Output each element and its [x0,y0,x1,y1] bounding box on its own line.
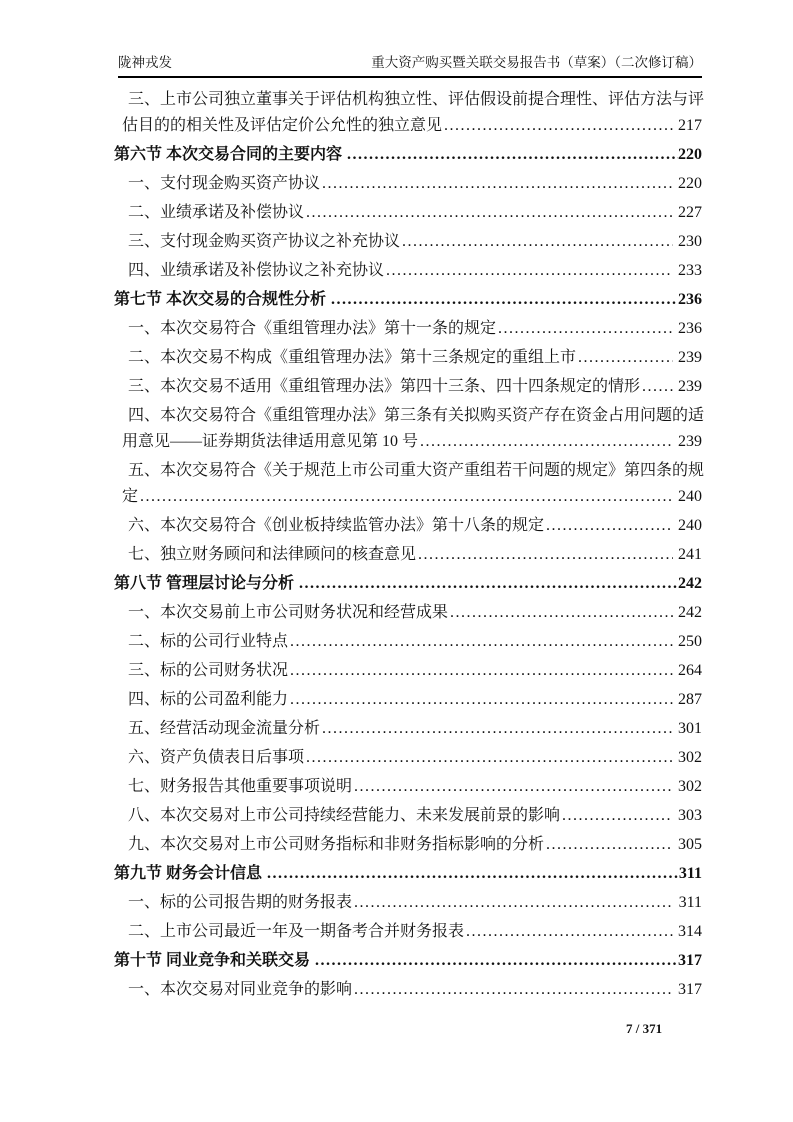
dot-leader [354,774,673,800]
toc-item-entry [0,403,793,455]
toc-entry-page: 220 [678,175,702,192]
toc-entry-title: 一、支付现金购买资产协议 [128,175,321,192]
toc-entry-title: 一、本次交易前上市公司财务状况和经营成果 [128,604,449,621]
toc-item-entry [0,258,793,284]
toc-item-entry [0,171,793,197]
dot-leader [267,861,679,887]
toc-entry-page: 303 [678,807,702,824]
toc-entry-title: 第七节 本次交易的合规性分析 [114,291,327,308]
dot-leader [546,832,673,858]
toc-entry-page: 239 [678,378,702,395]
toc-entry-page: 311 [678,894,702,911]
toc-entry-title: 三、本次交易不适用《重组管理办法》第四十三条、四十四条规定的情形 [128,378,641,395]
toc-entry-title: 一、标的公司报告期的财务报表 [128,894,353,911]
toc-item-entry [0,687,793,713]
toc-item-entry [0,658,793,684]
toc-entry-page: 239 [678,349,702,366]
page-header [118,54,702,78]
toc-entry-title: 第六节 本次交易合同的主要内容 [114,146,343,163]
dot-leader [331,287,678,313]
toc-entry-title: 九、本次交易对上市公司财务指标和非财务指标影响的分析 [128,836,545,853]
toc-entry-title: 七、独立财务顾问和法律顾问的核查意见 [128,546,417,563]
toc-entry-page: 241 [678,546,702,563]
toc-item-entry [0,890,793,916]
toc-entry-page: 250 [678,633,702,650]
toc-item-entry [0,977,793,1003]
toc-entry-title: 四、业绩承诺及补偿协议之补充协议 [128,262,385,279]
dot-leader [306,200,673,226]
toc-entry-title: 七、财务报告其他重要事项说明 [128,778,353,795]
toc-entry-title: 八、本次交易对上市公司持续经营能力、未来发展前景的影响 [128,807,561,824]
toc-entry-title: 定 [122,488,139,505]
dot-leader [450,600,673,626]
toc-item-entry [0,832,793,858]
toc-item-entry [0,774,793,800]
dot-leader [322,171,673,197]
toc-entry-title: 二、本次交易不构成《重组管理办法》第十三条规定的重组上市 [128,349,577,366]
toc-item-entry [0,803,793,829]
toc-entry-page: 236 [678,291,702,308]
dot-leader [354,977,673,1003]
toc-item-entry [0,919,793,945]
toc-entry-title: 二、标的公司行业特点 [128,633,289,650]
toc-entry-page: 287 [678,691,702,708]
toc-entry-page: 217 [678,117,702,134]
toc-entry-page: 233 [678,262,702,279]
toc-item-entry [0,600,793,626]
toc-entry-line [122,429,702,455]
dot-leader [306,745,673,771]
toc-entry-title: 一、本次交易对同业竞争的影响 [128,981,353,998]
toc-entry-page: 314 [678,923,702,940]
toc-item-entry [0,542,793,568]
toc-item-entry [0,316,793,342]
toc-entry-title: 估目的的相关性及评估定价公允性的独立意见 [122,117,443,134]
toc-entry-title: 五、经营活动现金流量分析 [128,720,321,737]
toc-entry-page: 236 [678,320,702,337]
toc-section-entry [0,142,793,168]
dot-leader [642,374,673,400]
header-left-title: 陇神戎发 [118,55,172,70]
toc-entry-page: 305 [678,836,702,853]
toc-section-entry [0,861,793,887]
toc-entry-page: 311 [678,865,702,882]
toc-section-entry [0,571,793,597]
toc-item-entry [0,87,793,139]
toc-entry-page: 230 [678,233,702,250]
toc-entry-title: 六、资产负债表日后事项 [128,749,305,766]
toc-entry-page: 317 [678,981,702,998]
dot-leader [315,948,678,974]
toc-entry-title: 二、业绩承诺及补偿协议 [128,204,305,221]
dot-leader [498,316,673,342]
page-number: 7 / 371 [626,1021,663,1036]
toc-entry-title: 三、上市公司独立董事关于评估机构独立性、评估假设前提合理性、评估方法与评 [128,91,705,108]
toc-entry-page: 227 [678,204,702,221]
dot-leader [354,890,674,916]
toc-entry-title: 四、本次交易符合《重组管理办法》第三条有关拟购买资产存在资金占用问题的适 [128,407,705,424]
toc-entry-line [122,113,702,139]
toc-item-entry [0,513,793,539]
toc-entry-page: 302 [678,778,702,795]
toc-entry-page: 240 [678,517,702,534]
toc-entry-title: 第十节 同业竞争和关联交易 [114,952,311,969]
toc-entry-line [122,484,702,510]
dot-leader [290,629,673,655]
toc-entry-page: 302 [678,749,702,766]
toc-entry-title: 第九节 财务会计信息 [114,865,263,882]
toc-item-entry [0,458,793,510]
toc-entry-title: 三、标的公司财务状况 [128,662,289,679]
toc-entry-title: 五、本次交易符合《关于规范上市公司重大资产重组若干问题的规定》第四条的规 [128,462,705,479]
toc-entry-page: 240 [678,488,702,505]
dot-leader [546,513,673,539]
dot-leader [347,142,678,168]
toc-entry-page: 239 [678,433,702,450]
toc-entry-title: 二、上市公司最近一年及一期备考合并财务报表 [128,923,465,940]
toc-entry-title: 六、本次交易符合《创业板持续监管办法》第十八条的规定 [128,517,545,534]
dot-leader [578,345,673,371]
dot-leader [420,429,673,455]
toc-item-entry [0,745,793,771]
toc-entry-title: 第八节 管理层讨论与分析 [114,575,295,592]
dot-leader [140,484,673,510]
toc-section-entry [0,948,793,974]
toc-entry-title: 用意见——证券期货法律适用意见第 10 号 [122,433,419,450]
toc-entry-title: 四、标的公司盈利能力 [128,691,289,708]
toc-entry-page: 220 [678,146,702,163]
toc-item-entry [0,345,793,371]
toc-entry-page: 301 [678,720,702,737]
toc-item-entry [0,374,793,400]
toc-entry-title: 一、本次交易符合《重组管理办法》第十一条的规定 [128,320,497,337]
toc-entry-page: 242 [678,575,702,592]
dot-leader [402,229,673,255]
toc-entry-page: 317 [678,952,702,969]
dot-leader [386,258,673,284]
toc-item-entry [0,629,793,655]
toc-entry-page: 264 [678,662,702,679]
header-right-title: 重大资产购买暨关联交易报告书（草案）（二次修订稿） [371,55,702,70]
dot-leader [299,571,678,597]
dot-leader [290,658,673,684]
dot-leader [562,803,673,829]
toc-entry-page: 242 [678,604,702,621]
table-of-contents [0,87,793,1006]
dot-leader [290,687,673,713]
dot-leader [322,716,673,742]
dot-leader [418,542,673,568]
toc-section-entry [0,287,793,313]
toc-item-entry [0,716,793,742]
toc-item-entry [0,200,793,226]
dot-leader [466,919,673,945]
dot-leader [444,113,673,139]
toc-entry-title: 三、支付现金购买资产协议之补充协议 [128,233,401,250]
toc-item-entry [0,229,793,255]
